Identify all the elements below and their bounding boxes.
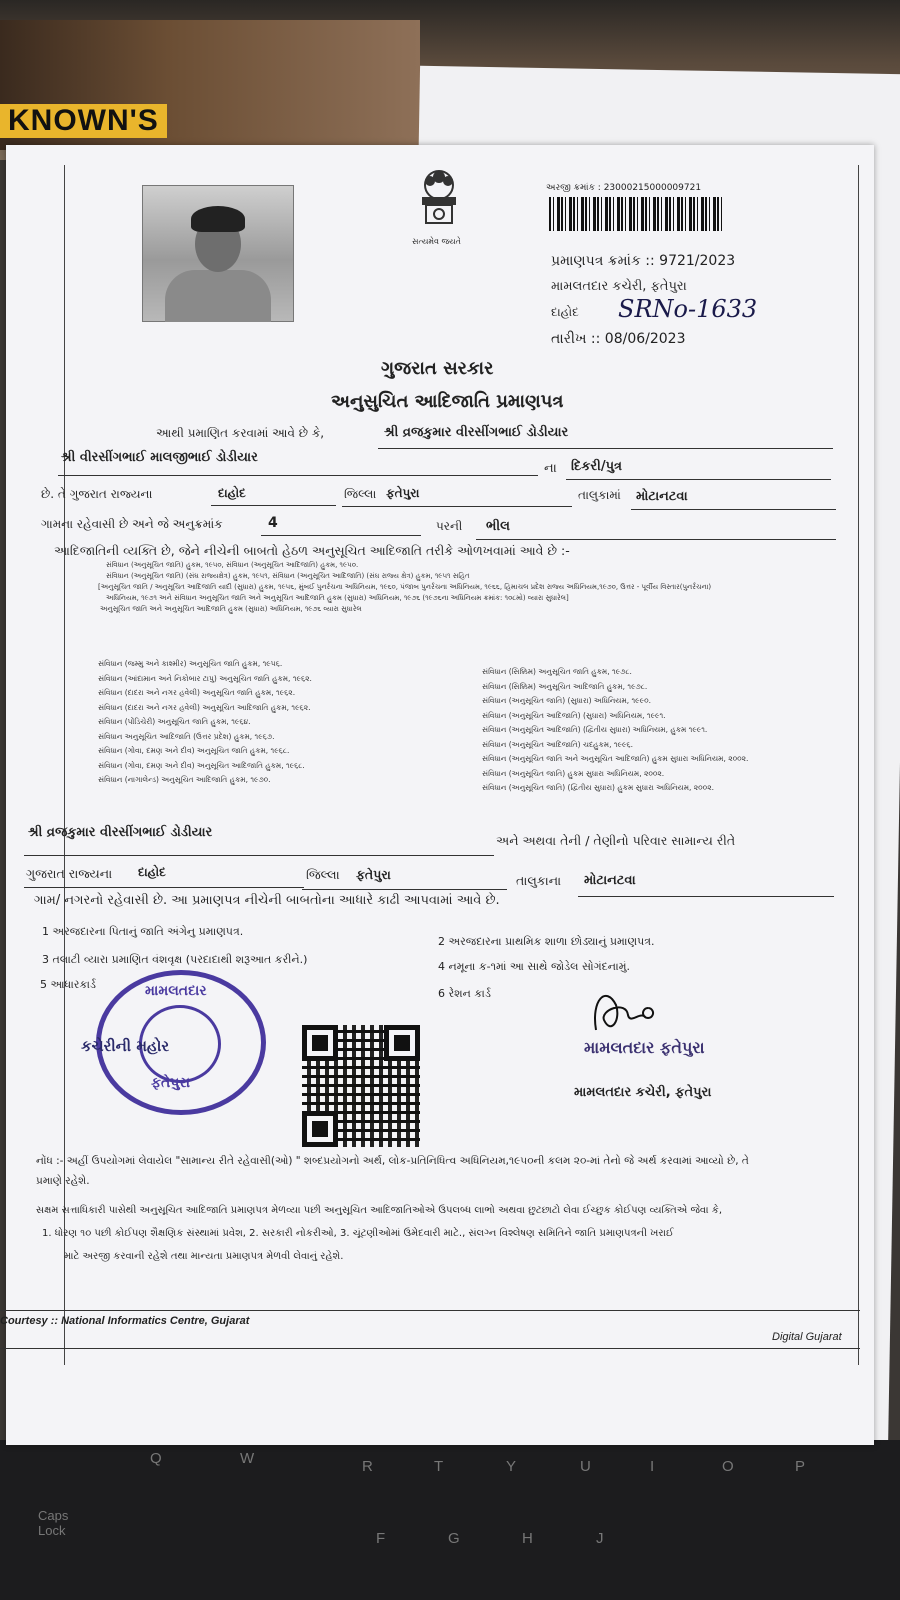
of-label: ના xyxy=(544,461,557,476)
orders-left-list xyxy=(98,657,312,788)
key-caps-lock: Caps Lock xyxy=(38,1508,69,1538)
list-item: સંવિધાન (સિક્કિમ) અનુસૂચિત આદિજાતિ હુકમ, ૧૯૭૮. xyxy=(482,681,648,691)
qr-code xyxy=(302,1025,420,1147)
document-item-2: 2 અરજદારના પ્રાથમિક શાળા છોડ્યાનું પ્રમાણપત્ર. xyxy=(438,935,655,948)
list-item: સંવિધાન (આંદામાન અને નિકોબાર ટાપુ) અનુસૂચિત જાતિ હુકમ, ૧૯૬૨. xyxy=(98,673,312,683)
key-o: O xyxy=(722,1458,734,1475)
courtesy-text: Courtesy :: National Informatics Centre, Gujarat xyxy=(0,1315,250,1327)
office-seal xyxy=(81,970,266,1115)
key-u: U xyxy=(580,1458,591,1475)
key-p: P xyxy=(795,1458,806,1475)
list-item: સંવિધાન (અનુસૂચિત જાતિ અને અનુસૂચિત આદિજાતિ) હુકમ સુધારા અધિનિયમ, ૨૦૦૨. xyxy=(482,754,749,763)
advice-line-1: સક્ષમ સત્તાધિકારી પાસેથી અનુસૂચિત આદિજાતિ પ્રમાણપત્ર મેળવ્યા પછી અનુસૂચિત આદિજાતિઓએ ઉપલબ્ધ લાભો અથવા છુટછાટો લેવા ઈચ્છુક કોઈપણ વ્યક્તિએ જેવા કે, xyxy=(36,1205,723,1216)
list-item: સંવિધાન (અનુસૂચિત આદિજાતિ) (દ્વિતીય સુધારા) અધિનિયમ, હુકમ ૧૯૯૧. xyxy=(482,725,708,734)
list-item: સંવિધાન (દાદરા અને નગર હવેલી) અનુસૂચિત આદિજાતિ હુકમ, ૧૯૬૨. xyxy=(98,702,311,712)
list-item: સંવિધાન (નાગાલેન્ડ) અનુસૂચિત આદિજાતિ હુકમ, ૧૯૭૦. xyxy=(98,775,271,784)
seal-top-text: મામલતદાર xyxy=(145,983,207,999)
certificate-paper xyxy=(0,145,874,1445)
key-w: W xyxy=(240,1450,255,1467)
tribe-label: પરની xyxy=(436,519,463,533)
list-item: સંવિધાન (અનુસૂચિત આદિજાતિ) ચદહુકમ, ૧૯૯૬. xyxy=(482,739,634,749)
list-item: સંવિધાન (અનુસૂચિત જાતિ) (સુધારા) અધિનિયમ, ૧૯૯૦. xyxy=(482,696,651,705)
applicant-name-repeat: શ્રી વ્રજકુમાર વીરસીંગભાઈ ડોડીયાર xyxy=(28,825,213,840)
applicant-photo xyxy=(142,185,294,322)
list-item: સંવિધાન (પોંડિચેરી) અનુસૂચિત જાતિ હુકમ, ૧૯૬૪. xyxy=(98,717,251,726)
certificate-number: પ્રમાણપત્ર ક્રમાંક :: 9721/2023 xyxy=(551,253,736,269)
list-item: સંવિધાન અનુસૂચિત આદિજાતિ (ઉત્તર પ્રદેશ) હુકમ, ૧૯૬૭. xyxy=(98,731,275,741)
resident-text-2: ગામ/ નગરનો રહેવાસી છે. આ પ્રમાણપત્ર નીચેની બાબતોના આધારે કાઢી આપવામાં આવે છે. xyxy=(34,893,500,908)
key-t: T xyxy=(434,1458,444,1475)
note-text: નોંધ :- અહીં ઉપયોગમાં લેવાયેલ "સામાન્ય રીતે રહેવાસી(ઓ) " શબ્દપ્રયોગનો અર્થ, લોક-પ્રતિનિધિત્વ અધિનિયમ,૧૯૫૦ની કલમ ૨૦-માં તેનો જે અર્થ કરવામાં આવ્યો છે, તે xyxy=(36,1155,749,1167)
law-line: [અનુસૂચિત જાતિ / અનુસૂચિત આદિજાતિ યાદી (સુધારા) હુકમ, ૧૯૫૬, મુંબઈ પુનર્રચના અધિનિયમ, ૧૯૬૦, પંજાબ પુનર્રચના અધિનિયમ, ૧૯૬૬, હિમાચલ પ્રદેશ રાજ્ય અધિનિયમ,૧૯૭૦, ઉત્તર - પૂર્વીય વિસ્તાર(પુનર્રચના) xyxy=(98,583,712,591)
issue-date: તારીખ :: 08/06/2023 xyxy=(551,331,686,347)
serial-number: 4 xyxy=(268,515,278,531)
law-line: અધિનિયમ, ૧૯૭૧ અને સંવિધાન અનુસૂચિત જાતિ અને અનુસૂચિત આદિજાતિ હુકમ (સુધારા) અધિનિયમ, ૧૯૭૬ (૧૯૭૬ના અધિનિયમ ક્રમાંક: ૧૦૮મો) વ્યારા સુધારેલ] xyxy=(106,594,569,602)
seal-bottom-text: ફતેપુરા xyxy=(151,1075,191,1091)
orders-right-list xyxy=(482,665,748,796)
state-prefix: છે. તે ગુજરાત રાજ્યના xyxy=(41,487,153,501)
certify-text: આથી પ્રમાણિત કરવામાં આવે છે કે, xyxy=(156,426,325,440)
taluka-label: તાલુકામાં xyxy=(578,488,621,502)
list-item: સંવિધાન (ગોવા, દમણ અને દીવ) અનુસૂચિત આદિજાતિ હુકમ, ૧૯૬૮. xyxy=(98,760,305,770)
issuing-office: મામલતદાર કચેરી, ફતેપુરા xyxy=(551,279,687,294)
digital-gujarat-label: Digital Gujarat xyxy=(772,1331,842,1343)
signature-icon xyxy=(586,980,666,1040)
list-item: સંવિધાન (દાદરા અને નગર હવેલી) અનુસૂચિત જાતિ હુકમ, ૧૯૬૨. xyxy=(98,688,296,697)
document-item-5: 5 આધારકાર્ડ xyxy=(40,978,96,991)
handwritten-serial: SRNo-1633 xyxy=(618,295,758,323)
village-2: મોટાનટવા xyxy=(584,873,636,888)
document-item-3: 3 તલાટી વ્યારા પ્રમાણિત વંશવૃક્ષ (પરદાદાથી શરૂઆત કરીને.) xyxy=(42,953,308,966)
seal-mid-text: કચેરીની મહોર xyxy=(81,1037,170,1055)
key-j: J xyxy=(596,1530,604,1547)
list-item: સંવિધાન (સિક્કિમ) અનુસૂચિત જાતિ હુકમ, ૧૯૭૮. xyxy=(482,667,632,676)
list-item: સંવિધાન (ગોવા, દમણ અને દીવ) અનુસૂચિત જાતિ હુકમ, ૧૯૬૮. xyxy=(98,746,290,755)
law-line: સંવિધાન (અનુસૂચિત જાતિ) (સંઘ રાજ્યક્ષેત્ર) હુકમ, ૧૯૫૧, સંવિધાન (અનુસૂચિત આદિજાતિ) (સંઘ રાજ્ય ક્ષેત્ર) હુકમ, ૧૯૫૧ સહિત xyxy=(106,572,470,580)
list-item: સંવિધાન (જમ્મુ અને કાશ્મીર) અનુસૂચિત જાતિ હુકમ, ૧૯૫૬. xyxy=(98,659,283,668)
document-item-6: 6 રેશન કાર્ડ xyxy=(438,987,491,1000)
barcode xyxy=(549,197,724,231)
taluka-district: ફતેપુરા xyxy=(386,486,420,500)
law-list xyxy=(98,560,826,615)
taluka-label-2: તાલુકાના xyxy=(516,873,562,888)
father-name: શ્રી વીરસીંગભાઈ માલજીભાઈ ડોડીયાર xyxy=(61,450,258,465)
border-right xyxy=(858,165,859,1365)
district-2: દાહોદ xyxy=(138,865,166,879)
poster-text: KNOWN'S xyxy=(0,104,167,138)
district-suffix: જિલ્લા xyxy=(344,487,377,501)
resident-text: ગામના રહેવાસી છે અને જે અનુક્રમાંક xyxy=(41,517,223,531)
relation: દિકરી/પુત્ર xyxy=(571,459,623,474)
government-title: ગુજરાત સરકાર xyxy=(381,358,494,379)
recognition-text: આદિજાતિની વ્યક્તિ છે, જેને નીચેની બાબતો હેઠળ અનુસૂચિત આદિજાતિ તરીકે ઓળખવામાં આવે છે :- xyxy=(54,543,570,558)
document-item-1: 1 અરજદારના પિતાનું જાતિ અંગેનુ પ્રમાણપત્ર. xyxy=(42,925,244,938)
taluka-2: ફતેપુરા xyxy=(356,867,391,882)
key-i: I xyxy=(650,1458,655,1475)
national-emblem-icon xyxy=(404,163,474,233)
note-continued: પ્રમાણે રહેશે. xyxy=(36,1175,90,1187)
application-number: અરજી ક્રમાંક : 23000215000009721 xyxy=(546,183,702,193)
key-g: G xyxy=(448,1530,460,1547)
signatory-office: મામલતદાર કચેરી, ફતેપુરા xyxy=(574,1085,712,1100)
document-title: અનુસુચિત આદિજાતિ પ્રમાણપત્ર xyxy=(331,391,564,412)
list-item: સંવિધાન (અનુસૂચિત જાતિ) હુકમ સુધારા અધિનિયમ, ૨૦૦૨. xyxy=(482,768,665,778)
applicant-name: શ્રી વ્રજકુમાર વીરસીંગભાઈ ડોડીયાર xyxy=(384,425,569,440)
district-label: દાહોદ xyxy=(551,305,579,319)
key-h: H xyxy=(522,1530,533,1547)
state-prefix-2: ગુજરાત રાજ્યના xyxy=(26,866,113,881)
key-q: Q xyxy=(150,1450,162,1467)
list-item: સંવિધાન (અનુસૂચિત આદિજાતિ) (સુધારા) અધિનિયમ, ૧૯૯૧. xyxy=(482,710,666,720)
district: દાહોદ xyxy=(218,486,246,500)
emblem-motto: સત્યમેવ જયતે xyxy=(412,237,461,246)
law-line: અનુસૂચિત જાતિ અને અનુસૂચિત આદિજાતિ હુકમ (સુધારા) અધિનિયમ, ૧૯૭૬ વ્યારા સુધારેલ xyxy=(100,605,362,613)
key-r: R xyxy=(362,1458,373,1475)
key-f: F xyxy=(376,1530,386,1547)
list-item: સંવિધાન (અનુસૂચિત જાતિ) (દ્વિતીય સુધારા) હુકમ સુધારા અધિનિયમ, ૨૦૦૨. xyxy=(482,783,714,792)
keyboard xyxy=(0,1440,900,1600)
district-label-2: જિલ્લા xyxy=(306,867,340,882)
document-item-4: 4 નમૂના ક-૧માં આ સાથે જોડેલ સોગંદનામું. xyxy=(438,960,630,973)
village: મોટાનટવા xyxy=(636,489,688,504)
advice-line-3: માટે અરજી કરવાની રહેશે તથા માન્યતા પ્રમાણપત્ર મેળવી લેવાનું રહેશે. xyxy=(64,1251,344,1262)
tribe-name: ભીલ xyxy=(486,519,510,534)
signature-stamp: મામલતદાર ફતેપુરા xyxy=(584,1038,705,1057)
key-y: Y xyxy=(506,1458,517,1475)
family-text: અને અથવા તેની / તેણીનો પરિવાર સામાન્ય રીતે xyxy=(496,833,736,848)
advice-line-2: 1. ધોરણ ૧૦ પછી કોઈપણ શૈક્ષણિક સંસ્થામાં પ્રવેશ, 2. સરકારી નોકરીઓ, 3. ચૂંટણીઓમાં ઉમેદવારી માટે., સંલગ્ન વિશ્લેષણ સમિતિને જાતિ પ્રમાણપત્રની ખરાઈ xyxy=(42,1228,674,1239)
law-line: સંવિધાન (અનુસૂચિત જાતિ) હુકમ, ૧૯૫૦, સંવિધાન (અનુસૂચિત આદિજાતિ) હુકમ, ૧૯૫૦. xyxy=(106,561,359,569)
